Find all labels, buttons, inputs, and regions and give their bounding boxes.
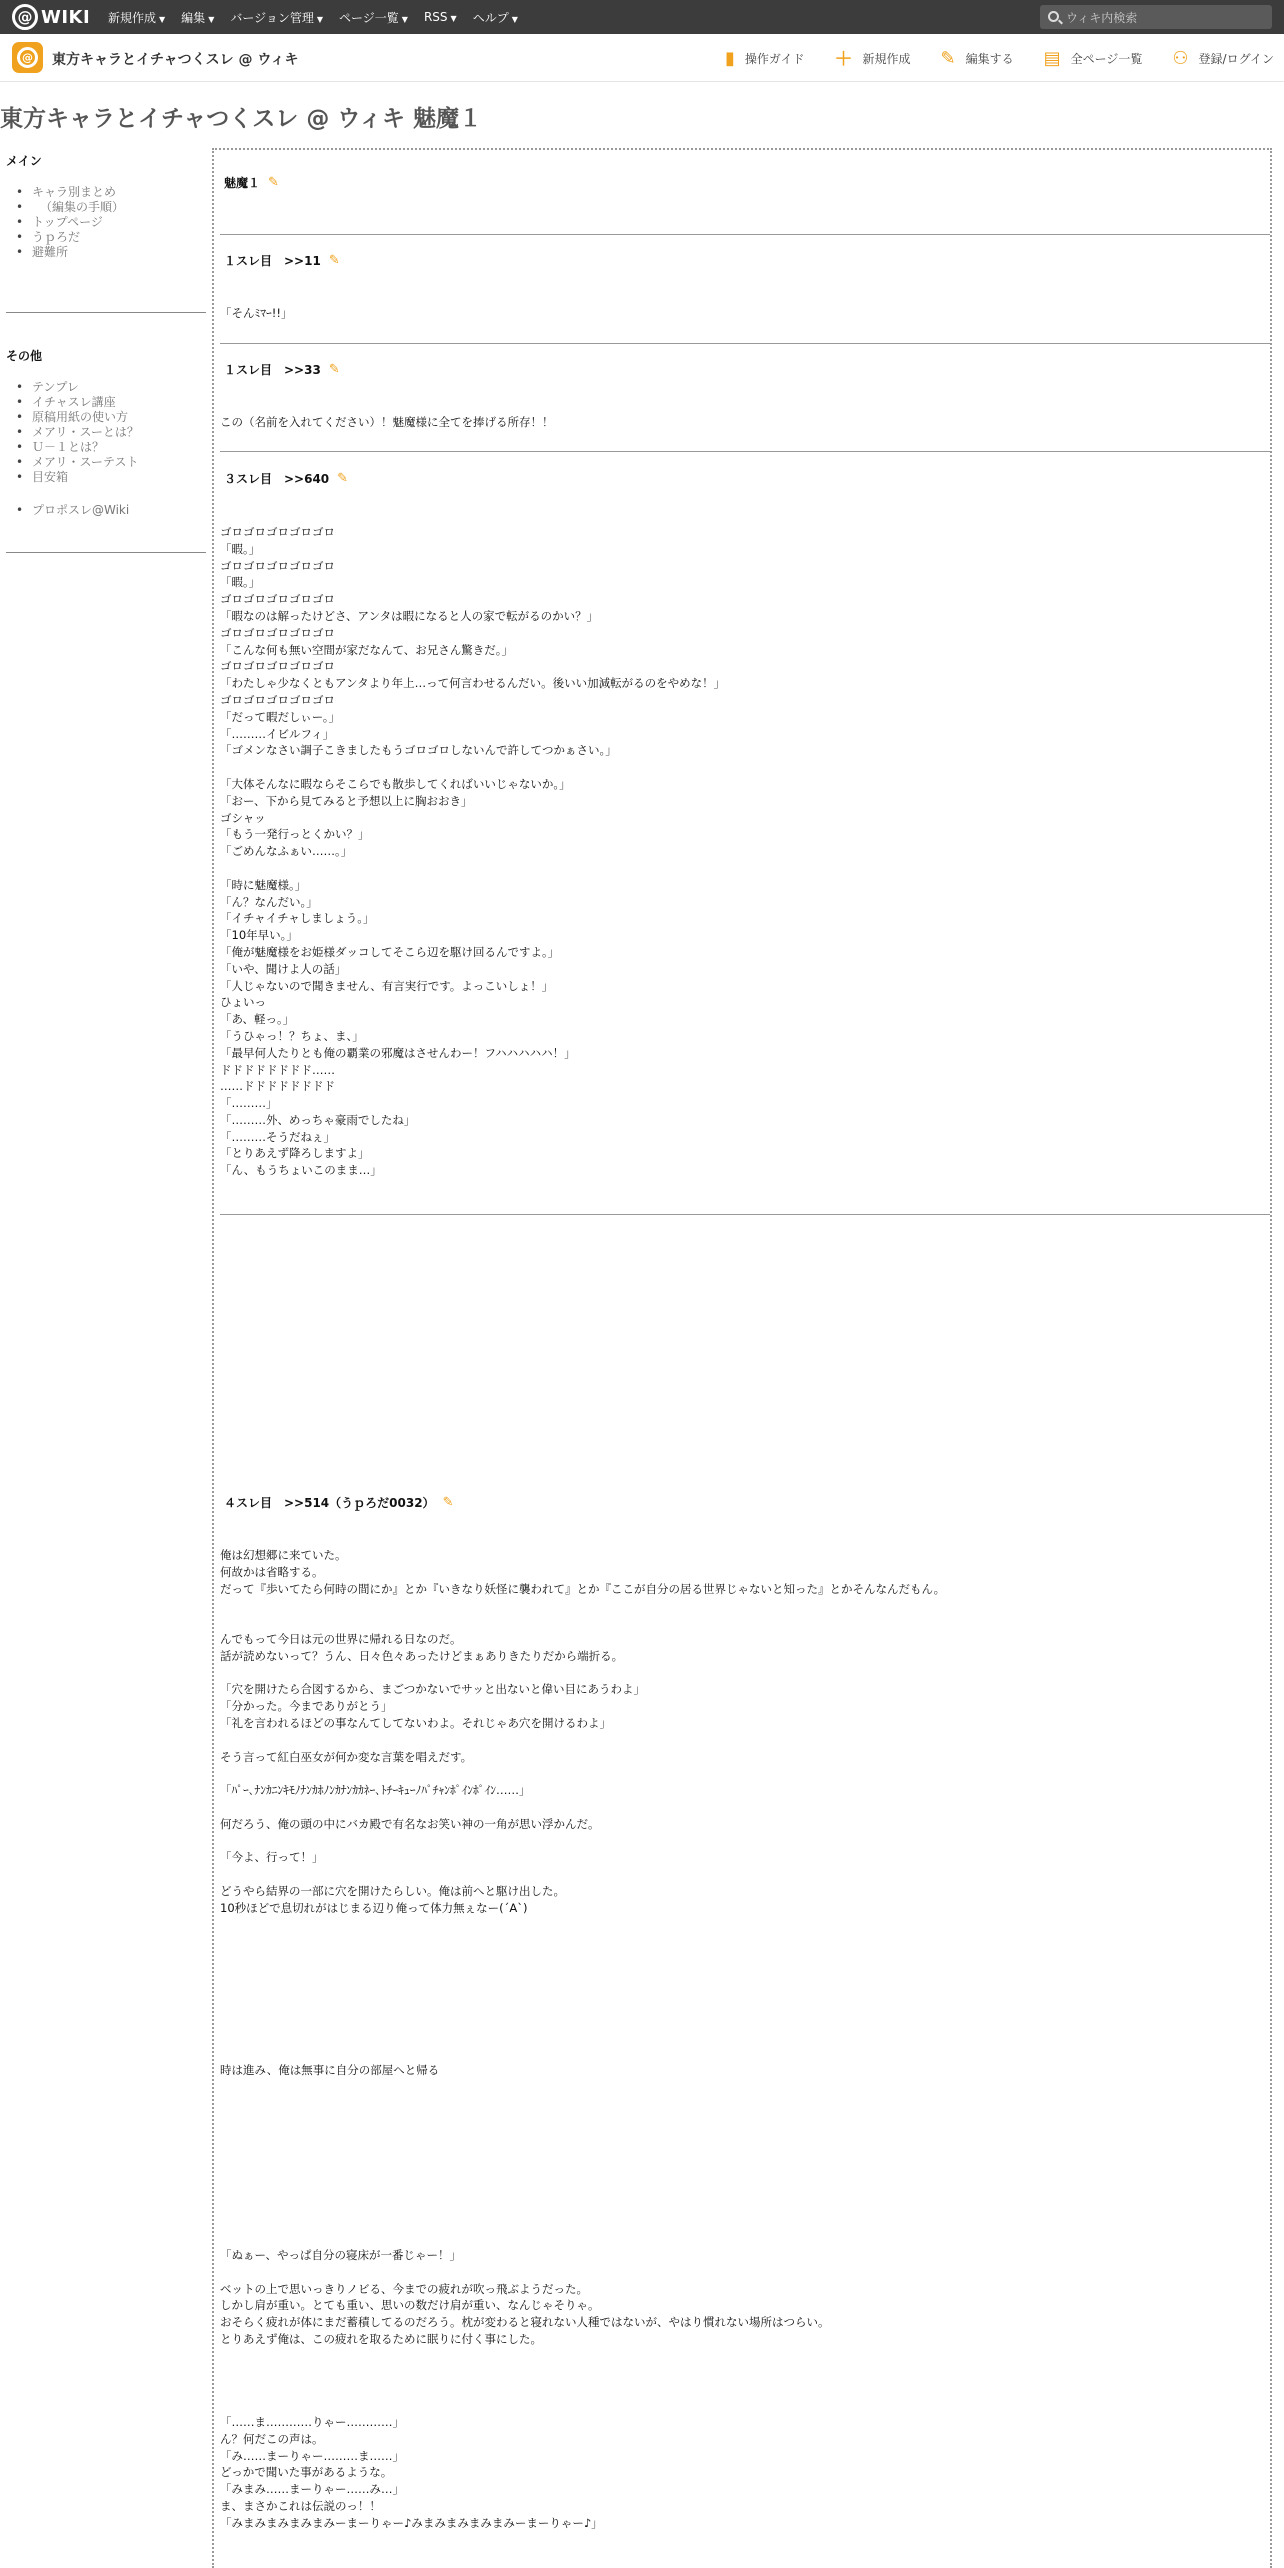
search-icon (1048, 11, 1059, 22)
nav-pages-menu[interactable]: ページ一覧 ▼ (339, 10, 408, 25)
sidebar-item-u1[interactable]: • Ｕ－１とは？ (14, 440, 206, 455)
sidebar-other-heading: その他 (6, 349, 43, 363)
pencil-icon: ✎ (940, 47, 956, 69)
at-logo-icon: @ (12, 4, 38, 30)
section-text: この（名前を入れてください）！魅魔様に全てを捧げる所存！！ (220, 415, 554, 429)
top-nav (108, 0, 534, 34)
caret-down-icon: ▼ (316, 14, 324, 24)
section-text: 時は進み、俺は無事に自分の部屋へと帰る (220, 2063, 440, 2077)
caret-down-icon: ▼ (511, 14, 518, 24)
nav-rss-menu[interactable]: RSS ▼ (423, 10, 457, 24)
guide-link[interactable]: ▮ 操作ガイド (724, 47, 805, 69)
section-heading: ４スレ目 >>514（うｐろだ0032） ✎ (224, 1495, 454, 1510)
users-icon: ⚇ (1172, 47, 1189, 69)
section-text: ゴロゴロゴロゴロゴロ 「暇。」 ゴロゴロゴロゴロゴロ 「暇。」 ゴロゴロゴロゴロゴロ 「暇なのは解ったけどさ、アンタは暇になると人の家で転がるのかい？」 ゴロゴロゴロゴロゴロ 「こんな何も無い空間が家だなんて、お兄さん驚きだ。」 ゴロゴロゴロゴロゴロ 「わたしゃ少なくともアンタより年上…って何言わせるんだい。後いい加減転がるのをやめな！」 ゴロゴロゴロゴロゴロ 「だって暇だしぃー。」 「………イビルフィ」 「ゴメンなさい調子こきましたもうゴロゴロしないんで許してつかぁさい。」 「大体そんなに暇ならそこらでも散歩してくればいいじゃないか。」 「おー、下から見てみると予想以上に胸おおき」 ゴシャッ 「もう一発行っとくかい？」 「ごめんなふぁい……。」 「時に魅魔様。」 「ん？なんだい。」 「イチャイチャしましょう。」 「10年早い。」 「俺が魅魔様をお姫様ダッコしてそこら辺を駆け回るんですよ。」 「いや、聞けよ人の話」 「人じゃないので聞きません、有言実行です。よっこいしょ！」 ひょいっ 「あ、軽っ。」 「うひゃっ！？ちょ、ま、」 「最早何人たりとも俺の覇業の邪魔はさせんわー！フハハハハハ！」 ドドドドドドドド…… ……ドドドドドドドド 「………」 「………外、めっちゃ豪雨でしたね」 「………そうだねぇ」 「とりあえず降ろしますよ」 「ん、もうちょいこのまま…」 (220, 525, 726, 1178)
plus-icon: ＋ (834, 49, 853, 70)
top-bar (0, 0, 1284, 34)
nav-version-menu[interactable]: バージョン管理 ▼ (230, 10, 324, 25)
caret-down-icon: ▼ (208, 14, 215, 24)
section-text: 「そんﾐﾏｰ!!」 (220, 306, 293, 320)
divider (220, 1214, 1270, 1215)
document-icon: ▤ (1043, 47, 1061, 69)
section-text: 「ぬぁー、やっぱ自分の寝床が一番じゃー！」 ベットの上で思いっきりノビる、今までの疲れが吹っ飛ぶようだった。 しかし肩が重い。とても重い、思いの数だけ肩が重い、なんじゃそりゃ。 おそらく疲れが体にまだ蓄積してるのだろう。枕が変わると寝れない人種ではないが、やはり慣れない場所はつらい。 とりあえず俺は、この疲れを取るために眠りに付く事にした。 (220, 2248, 830, 2346)
section-heading: １スレ目 >>33 ✎ (224, 362, 340, 377)
main-content (212, 148, 1272, 2568)
sidebar-item-top[interactable]: • トップページ (14, 215, 206, 230)
page-title: 東方キャラとイチャつくスレ @ ウィキ 魅魔１ (0, 106, 482, 132)
section-heading: 魅魔１ ✎ (224, 175, 279, 190)
sidebar-main-list (14, 185, 206, 260)
edit-pencil-icon[interactable]: ✎ (328, 253, 340, 268)
sidebar-main-heading: メイン (6, 154, 42, 168)
edit-pencil-icon[interactable]: ✎ (337, 471, 349, 486)
caret-down-icon: ▼ (159, 14, 166, 24)
header-links (695, 34, 1274, 82)
new-page-link[interactable]: ＋ 新規作成 (835, 45, 911, 71)
sidebar-divider (6, 552, 206, 553)
nav-edit-menu[interactable]: 編集 ▼ (181, 10, 215, 25)
sidebar-item-uploader[interactable]: • うｐろだ (14, 230, 206, 245)
sidebar-item-chara[interactable]: • キャラ別まとめ (14, 185, 206, 200)
sidebar-item-propo-wiki[interactable]: • プロポスレ@Wiki (14, 503, 206, 518)
book-icon: ▮ (724, 47, 735, 69)
caret-down-icon: ▼ (401, 14, 408, 24)
search-placeholder: ウィキ内検索 (1066, 10, 1138, 25)
sidebar-item-template[interactable]: • テンプレ (14, 380, 206, 395)
site-header (0, 34, 1284, 82)
sidebar-item-edit-guide[interactable]: • （編集の手順） (14, 200, 206, 215)
caret-down-icon: ▼ (450, 14, 457, 23)
sidebar-divider (6, 312, 206, 313)
section-text: 俺は幻想郷に来ていた。 何故かは省略する。 だって『歩いてたら何時の間にか』とか『いきなり妖怪に襲われて』とか『ここが自分の居る世界じゃないと知った』とかそんなんだもん。 んでもって今日は元の世界に帰れる日なのだ。 話が読めないって？うん、日々色々あったけどまぁありきたりだから端折る。 「穴を開けたら合図するから、まごつかないでサッと出ないと偉い目にあうわよ」 「分かった。今までありがとう」 「礼を言われるほどの事なんてしてないわよ。それじゃあ穴を開けるわよ」 そう言って紅白巫女が何か変な言葉を唱えだす。 「ﾊﾟｰ､ﾅﾝｶﾆﾝｷﾓﾉﾅﾝｶﾎﾉﾝｶﾅﾝｶｶﾈｰ､ﾄﾁｰｷｭｰﾉﾊﾟﾁｬﾝﾎﾟｲﾝﾎﾟｲﾝ……」 何だろう、俺の頭の中にバカ殿で有名なお笑い神の一角が思い浮かんだ。 「今よ、行って！」 どうやら結界の一部に穴を開けたらしい。俺は前へと駆け出した。 10秒ほどで息切れがはじまる辺り俺って体力無ぇなー(´A`) (220, 1548, 946, 1915)
section-heading: １スレ目 >>11 ✎ (224, 253, 340, 268)
sidebar-item-refuge[interactable]: • 避難所 (14, 245, 206, 260)
atwiki-logo[interactable] (12, 4, 90, 30)
edit-pencil-icon[interactable]: ✎ (442, 1495, 454, 1510)
edit-pencil-icon[interactable]: ✎ (268, 175, 279, 190)
divider (220, 451, 1270, 452)
edit-link[interactable]: ✎ 編集する (940, 47, 1014, 69)
site-title[interactable]: 東方キャラとイチャつくスレ @ ウィキ (52, 52, 299, 68)
section-heading: ３スレ目 >>640 ✎ (224, 471, 349, 486)
site-logo-icon[interactable]: @ (12, 42, 43, 73)
search-input[interactable] (1040, 5, 1272, 29)
sidebar-item-lecture[interactable]: • イチャスレ講座 (14, 395, 206, 410)
sidebar (0, 148, 206, 553)
login-link[interactable]: ⚇ 登録/ログイン (1172, 47, 1274, 69)
nav-new-menu[interactable]: 新規作成 ▼ (108, 10, 166, 25)
sidebar-extra-list (14, 503, 206, 518)
sidebar-item-manuscript[interactable]: • 原稿用紙の使い方 (14, 410, 206, 425)
divider (220, 234, 1270, 235)
all-pages-link[interactable]: ▤ 全ページ一覧 (1043, 47, 1143, 69)
sidebar-item-suggestion-box[interactable]: • 目安箱 (14, 470, 206, 485)
sidebar-other-list (14, 380, 206, 485)
section-text: 「……ま…………りゃー…………」 ん？何だこの声は。 「み……まーりゃー………ま……」 どっかで聞いた事があるような。 「みまみ……まーりゃー……み…」 ま、まさかこれは伝説のっ！！ 「みまみまみまみまみーまーりゃー♪みまみまみまみまみーまーりゃー♪」 (220, 2415, 603, 2530)
nav-help-menu[interactable]: ヘルプ ▼ (472, 10, 518, 25)
divider (220, 343, 1270, 344)
logo-text: WIKI (41, 6, 91, 28)
edit-pencil-icon[interactable]: ✎ (328, 362, 340, 377)
sidebar-item-mary-sue-test[interactable]: • メアリ・スーテスト (14, 455, 206, 470)
sidebar-item-mary-sue[interactable]: • メアリ・スーとは？ (14, 425, 206, 440)
